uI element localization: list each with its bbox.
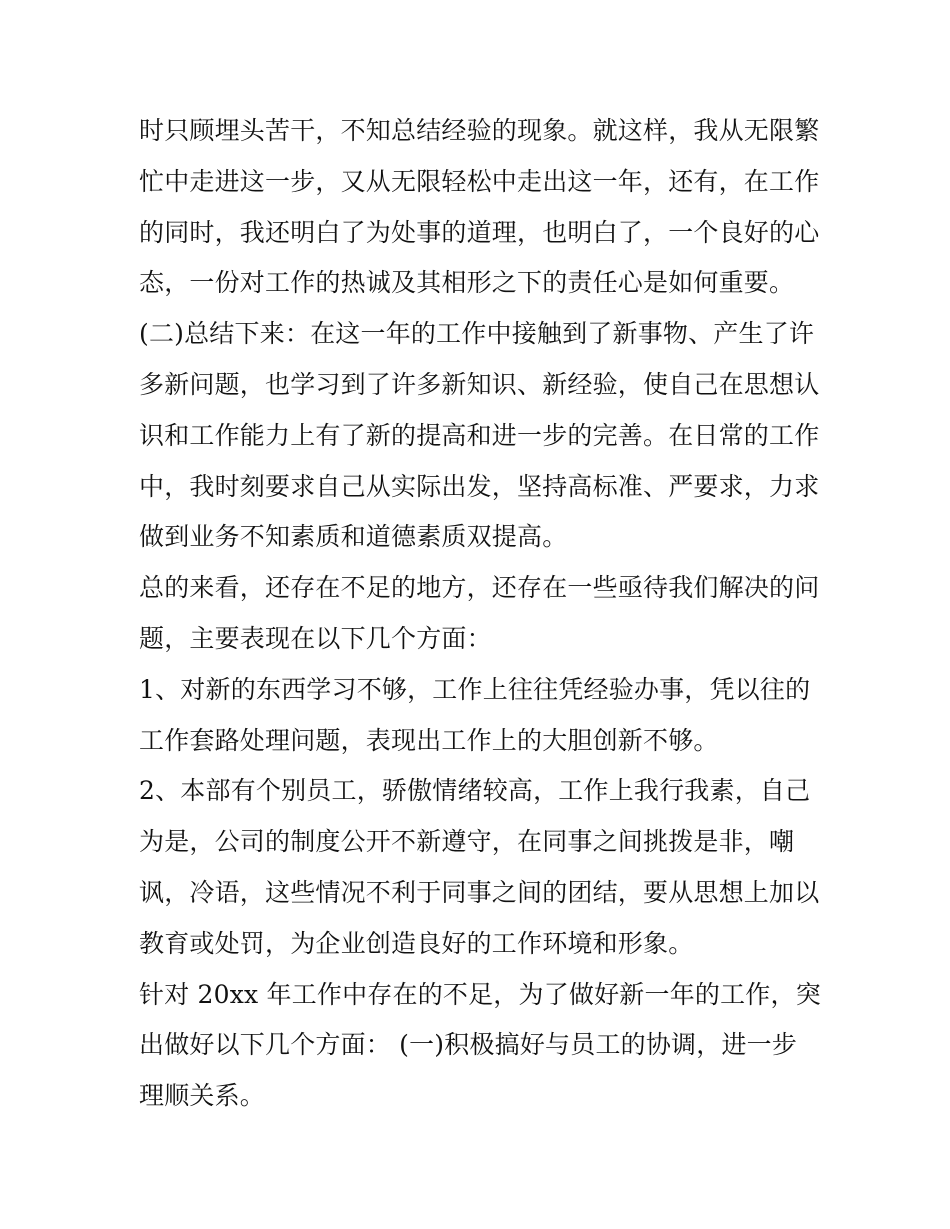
text-line-11: 题，主要表现在以下几个方面： (139, 623, 492, 653)
text-line-17: 教育或处罚，为企业创造良好的工作环境和形象。 (139, 928, 694, 958)
text-line-20: 理顺关系。 (139, 1081, 266, 1111)
text-line-2: 忙中走进这一步，又从无限轻松中走出这一年，还有，在工作 (139, 166, 820, 196)
text-line-7: 识和工作能力上有了新的提高和进一步的完善。在日常的工作 (139, 420, 820, 450)
text-line-12: 1、对新的东西学习不够，工作上往往凭经验办事，凭以往的 (139, 674, 811, 704)
text-line-5: (二)总结下来：在这一年的工作中接触到了新事物、产生了许 (139, 319, 815, 349)
text-line-13: 工作套路处理问题，表现出工作上的大胆创新不够。 (139, 725, 719, 755)
text-line-10: 总的来看，还存在不足的地方，还存在一些亟待我们解决的问 (139, 573, 820, 603)
text-line-14: 2、本部有个别员工，骄傲情绪较高，工作上我行我素，自己 (139, 776, 811, 806)
text-line-3: 的同时，我还明白了为处事的道理，也明白了，一个良好的心 (139, 217, 820, 247)
text-line-19: 出做好以下几个方面： (一)积极搞好与员工的协调，进一步 (139, 1030, 798, 1060)
text-line-18: 针对 20xx 年工作中存在的不足，为了做好新一年的工作，突 (139, 979, 821, 1009)
text-line-15: 为是，公司的制度公开不新遵守，在同事之间挑拨是非，嘲 (139, 827, 795, 857)
text-line-4: 态，一份对工作的热诚及其相形之下的责任心是如何重要。 (139, 268, 795, 298)
text-line-9: 做到业务不知素质和道德素质双提高。 (139, 522, 568, 552)
text-line-16: 讽，冷语，这些情况不利于同事之间的团结，要从思想上加以 (139, 877, 820, 907)
document-body (139, 106, 819, 1122)
text-line-6: 多新问题，也学习到了许多新知识、新经验，使自己在思想认 (139, 369, 820, 399)
text-line-1: 时只顾埋头苦干，不知总结经验的现象。就这样，我从无限繁 (139, 116, 820, 145)
text-line-8: 中，我时刻要求自己从实际出发，坚持高标准、严要求，力求 (139, 471, 820, 501)
